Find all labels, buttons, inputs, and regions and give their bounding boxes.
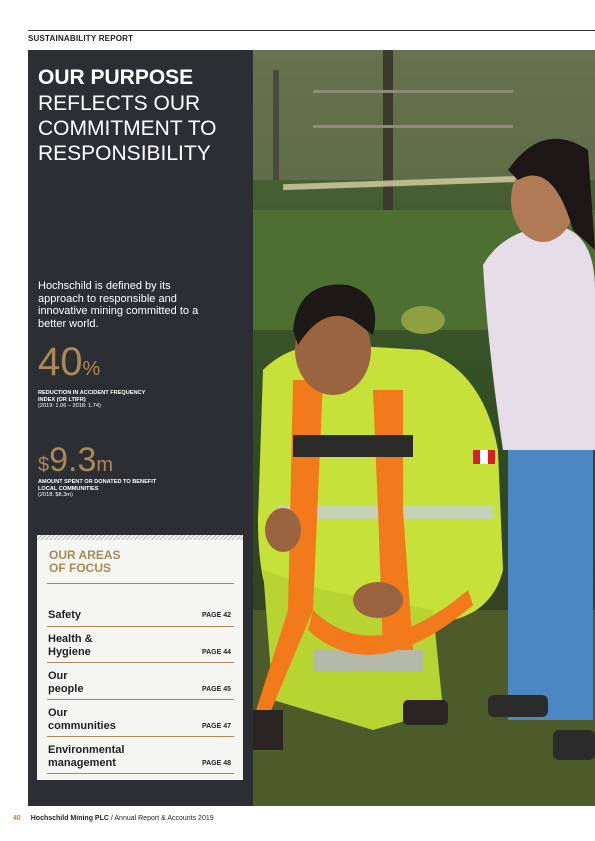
stat-community-label: AMOUNT SPENT OR DONATED TO BENEFIT LOCAL COMMUNITIES (38, 479, 157, 492)
document-title: Annual Report & Accounts 2019 (114, 815, 214, 822)
focus-page-safety[interactable]: PAGE 42 (201, 612, 231, 619)
focus-item-our-communities[interactable]: Our communities (48, 707, 116, 732)
page-subtitle: REFLECTS OUR COMMITMENT TO RESPONSIBILITY (38, 92, 217, 165)
intro-text: Hochschild is defined by its approach to responsible and innovative mining committed to a better world. (38, 280, 199, 330)
stat-ltifr-sub: (2019: 1.06 – 2018: 1.74) (38, 403, 101, 409)
stat-community-sub: (2018: $8.3m) (38, 492, 73, 498)
focus-rule (47, 699, 234, 700)
page-title: OUR PURPOSE (38, 66, 194, 89)
focus-rule (47, 773, 234, 774)
header-rule (28, 30, 595, 31)
focus-page-health-hygiene[interactable]: PAGE 44 (201, 649, 231, 656)
focus-rule (47, 736, 234, 737)
focus-item-safety[interactable]: Safety (48, 609, 82, 621)
focus-item-health-hygiene[interactable]: Health & Hygiene (48, 633, 93, 658)
stat-ltifr-label: REDUCTION IN ACCIDENT FREQUENCY INDEX (OR LTIFR) (38, 390, 146, 403)
section-label: SUSTAINABILITY REPORT (28, 34, 134, 43)
focus-rule (47, 662, 234, 663)
stat-ltifr-value: 40% (38, 340, 101, 384)
company-name: Hochschild Mining PLC (30, 815, 109, 822)
focus-item-our-people[interactable]: Our people (48, 670, 84, 695)
stat-community-value: $9.3m (38, 441, 114, 479)
hatch-divider (37, 535, 243, 540)
footer-separator: / (110, 815, 113, 822)
focus-item-environmental-management[interactable]: Environmental management (48, 744, 125, 769)
focus-rule (47, 626, 234, 627)
focus-rule (47, 583, 234, 584)
photo-worker-and-child (253, 50, 595, 806)
focus-page-environmental-management[interactable]: PAGE 48 (201, 760, 231, 767)
page-number: 40 (13, 815, 21, 822)
focus-title: OUR AREAS OF FOCUS (49, 548, 121, 575)
page-footer (13, 815, 214, 822)
focus-page-our-people[interactable]: PAGE 45 (201, 686, 231, 693)
areas-of-focus-box (37, 535, 243, 780)
focus-page-our-communities[interactable]: PAGE 47 (201, 723, 231, 730)
